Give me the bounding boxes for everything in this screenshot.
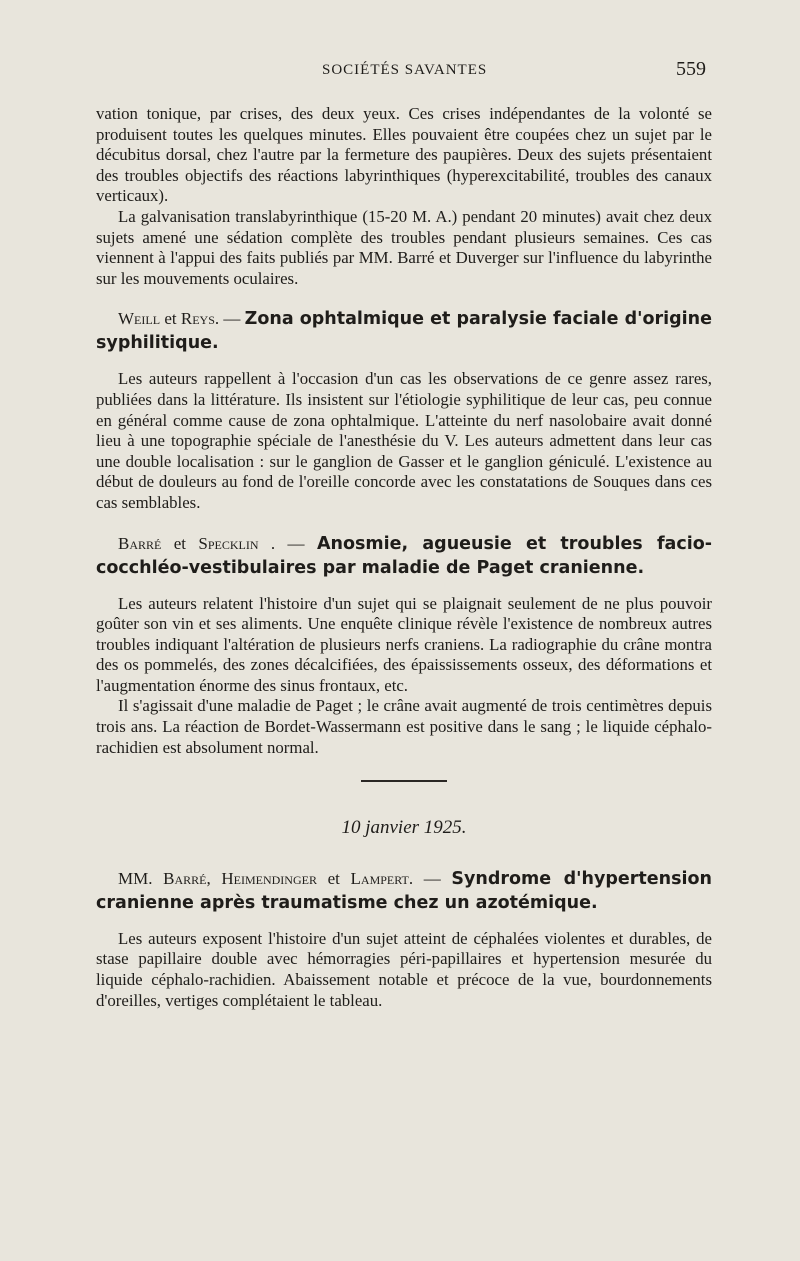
author-name: Barré [118,533,162,553]
section-separator [361,780,447,782]
heading-line: MM. Barré, Heimendinger et Lampert. — Syndrome d'hypertension cranienne après traumatisme chez un azotémique. [96,868,713,913]
paragraph: Les auteurs exposent l'histoire d'un sujet atteint de céphalées violentes et durables, de stase papillaire double avec hémorragies péri-papillaires et hypertension mesurée du liquide céphalo-rachidien. Abaissement notable et précoce de la vue, bourdonnements d'oreilles, vertiges complétaient le tableau. [96,928,712,1010]
author-name: Reys [180,309,215,329]
author-name: Heimendinger [221,868,317,888]
section-title: Anosmie, agueusie et troubles facio-cocchléo-vestibulaires par maladie de Paget cranienne. [96,533,713,578]
running-title: SOCIÉTÉS SAVANTES [322,62,488,78]
paragraph: Il s'agissait d'une maladie de Paget ; le crâne avait augmenté de trois centimètres depuis trois ans. La réaction de Bordet-Wassermann est positive dans le sang ; le liquide céphalo-rachidien est absolument normal. [96,696,712,757]
section-title: Zona ophtalmique et paralysie faciale d'origine syphilitique. [96,309,712,354]
body-text [96,104,712,1011]
author-joiner: et [327,868,340,888]
heading-line [96,532,712,580]
session-date: 10 janvier 1925. [341,817,467,839]
page-number: 559 [676,58,706,80]
author-name: Weill [118,309,161,329]
section-title: Syndrome d'hypertension cranienne après traumatisme chez un azotémique. [96,868,713,913]
heading-dash: . — [258,533,305,553]
paragraph: La galvanisation translabyrinthique (15-20 M. A.) pendant 20 minutes) avait chez deux sujets amené une sédation complète des troubles pendant plusieurs semaines. Ces cas viennent à l'appui des faits publiés par MM. Barré et Duverger sur l'influence du labyrinthe sur les mouvements oculaires. [96,206,712,288]
section-heading [96,867,712,915]
author-name: Barré [163,868,207,888]
paragraph: Les auteurs relatent l'histoire d'un sujet qui se plaignait seulement de ne plus pouvoir goûter son vin et ses aliments. Une enquête clinique révèle l'existence de nombreux autres troubles indiquant l'altération de plusieurs nerfs craniens. La radiographie du crâne montra des os pommelés, des zones décalcifiées, des épaississements osseux, des déformations et l'augmentation énorme des sinus frontaux, etc. [96,593,712,695]
section-heading [96,307,712,355]
section-heading [96,532,712,580]
author-prefix: MM. [118,868,153,888]
author-name: Lampert [350,868,409,888]
author-joiner: et [164,309,177,329]
page-header [0,58,800,86]
heading-dash: . — [214,309,241,329]
author-joiner: et [173,533,187,553]
paragraph: Les auteurs rappellent à l'occasion d'un cas les observations de ce genre assez rares, publiées dans la littérature. Ils insistent sur l'étiologie syphilitique de leur cas, peu connue en général comme cause de zona ophtalmique. L'atteinte du nerf nasolobaire avait donné lieu à une topographie spéciale de l'anesthésie du V. Les auteurs admettent dans leur cas une double localisation : sur le ganglion de Gasser et le ganglion géniculé. L'existence au début de douleurs au fond de l'oreille concorde avec les constatations de Souques dans ces cas semblables. [96,369,712,512]
heading-line [96,307,712,355]
author-name: Specklin [198,533,259,553]
heading-dash: . — [408,868,441,888]
paragraph: vation tonique, par crises, des deux yeux. Ces crises indépendantes de la volonté se produisent toutes les quelques minutes. Elles pouvaient être coupées chez un sujet par le décubitus dorsal, chez l'autre par la fermeture des paupières. Deux des sujets présentaient des troubles objectifs des réactions labyrinthiques (hyperexcitabilité, troubles des canaux verticaux). [96,104,712,206]
